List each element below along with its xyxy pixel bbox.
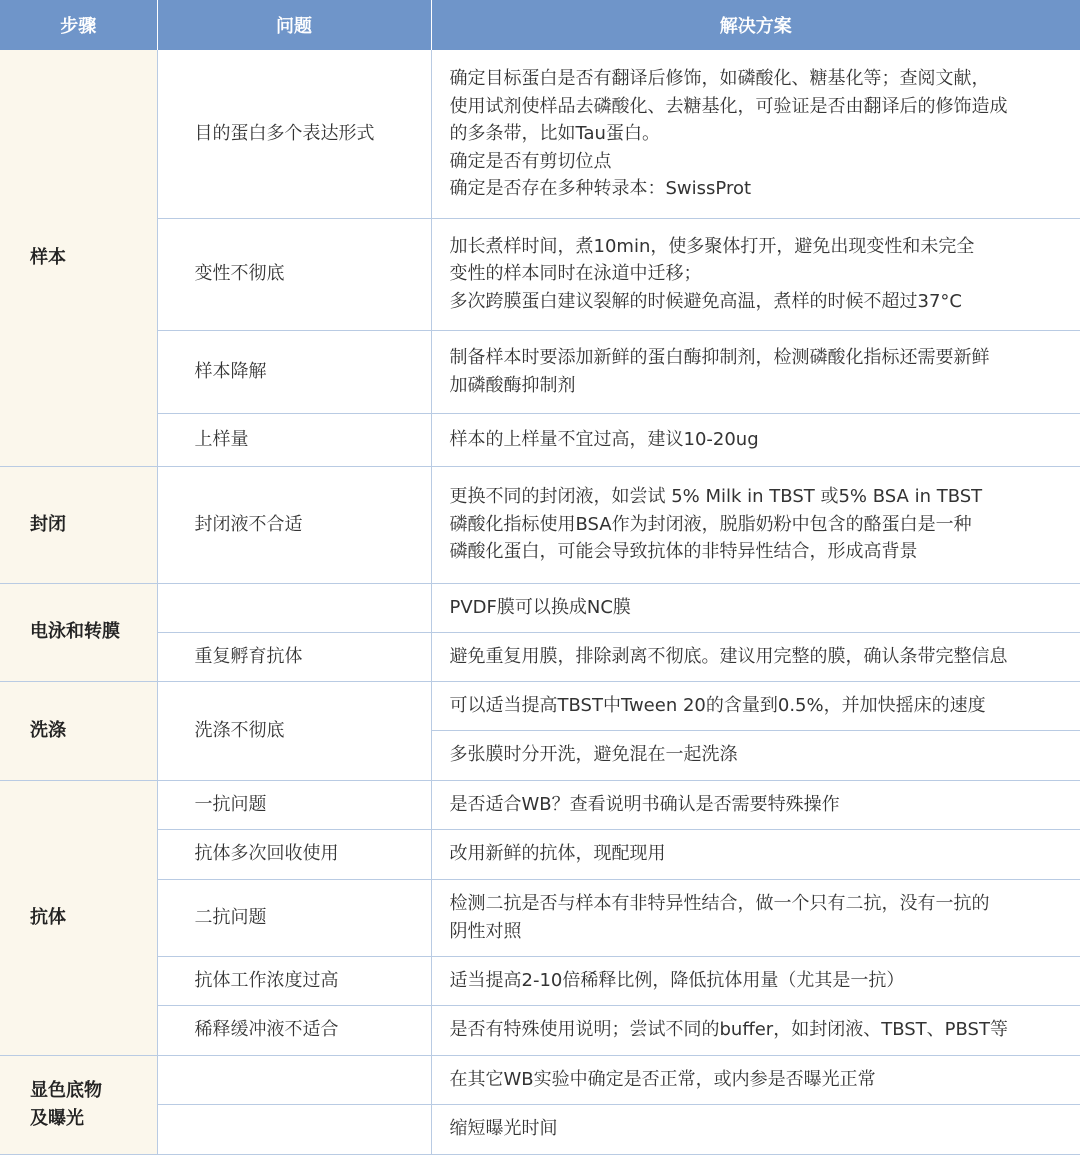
solution-cell <box>431 218 1080 330</box>
solution-line: 检测二抗是否与样本有非特异性结合，做一个只有二抗，没有一抗的 <box>449 893 990 914</box>
solution-cell <box>431 879 1080 956</box>
step-cell: 电泳和转膜 <box>0 583 157 681</box>
table-row <box>0 879 1080 956</box>
table-row <box>0 1055 1080 1104</box>
step-cell: 洗涤 <box>0 681 157 780</box>
issue-cell: 抗体工作浓度过高 <box>157 956 431 1005</box>
solution-cell <box>431 466 1080 583</box>
table-row <box>0 829 1080 879</box>
header-issue: 问题 <box>157 0 431 50</box>
solution-line: 多次跨膜蛋白建议裂解的时候避免高温，煮样的时候不超过37°C <box>449 290 962 312</box>
step-line: 及曝光 <box>30 1107 84 1129</box>
solution-cell <box>431 780 1080 829</box>
step-cell: 抗体 <box>0 780 157 1055</box>
solution-line: 确定是否存在多种转录本：SwissProt <box>449 178 752 199</box>
step-cell: 样本 <box>0 50 157 466</box>
solution-cell <box>431 681 1080 730</box>
table-row <box>0 1005 1080 1055</box>
step-line: 显色底物 <box>30 1080 102 1101</box>
solution-line: 适当提高2-10倍稀释比例，降低抗体用量（尤其是一抗） <box>449 969 905 991</box>
table-body <box>0 50 1080 1154</box>
solution-cell <box>431 583 1080 632</box>
solution-cell <box>431 1104 1080 1154</box>
header-solution: 解决方案 <box>431 0 1080 50</box>
table-row <box>0 218 1080 330</box>
solution-cell <box>431 1055 1080 1104</box>
table-row <box>0 632 1080 681</box>
issue-cell: 上样量 <box>157 413 431 466</box>
solution-line: 是否适合WB？查看说明书确认是否需要特殊操作 <box>449 793 840 815</box>
issue-cell: 洗涤不彻底 <box>157 681 431 780</box>
step-cell: 封闭 <box>0 466 157 583</box>
issue-cell <box>157 583 431 632</box>
issue-cell <box>157 1055 431 1104</box>
solution-line: 可以适当提高TBST中Tween 20的含量到0.5%，并加快摇床的速度 <box>449 694 986 716</box>
issue-cell: 重复孵育抗体 <box>157 632 431 681</box>
solution-cell <box>431 50 1080 218</box>
table-row <box>0 681 1080 730</box>
solution-cell <box>431 829 1080 879</box>
step-cell <box>0 1055 157 1154</box>
issue-cell: 变性不彻底 <box>157 218 431 330</box>
solution-line: 缩短曝光时间 <box>449 1118 558 1140</box>
issue-cell: 一抗问题 <box>157 780 431 829</box>
header-step: 步骤 <box>0 0 157 50</box>
solution-line: 多张膜时分开洗，避免混在一起洗涤 <box>449 744 738 766</box>
solution-line: 加磷酸酶抑制剂 <box>449 374 576 396</box>
solution-cell <box>431 413 1080 466</box>
solution-cell <box>431 1005 1080 1055</box>
solution-cell <box>431 730 1080 780</box>
solution-line: 是否有特殊使用说明；尝试不同的buffer，如封闭液、TBST、PBST等 <box>449 1019 1008 1041</box>
solution-line: 在其它WB实验中确定是否正常，或内参是否曝光正常 <box>449 1068 876 1090</box>
table-row <box>0 466 1080 583</box>
table-header <box>0 0 1080 50</box>
table-row <box>0 330 1080 413</box>
solution-cell <box>431 632 1080 681</box>
solution-line: 阴性对照 <box>449 920 522 942</box>
table-row <box>0 1104 1080 1154</box>
issue-cell: 抗体多次回收使用 <box>157 829 431 879</box>
solution-line: 确定是否有剪切位点 <box>449 150 612 172</box>
table-row <box>0 583 1080 632</box>
solution-line: 磷酸化蛋白，可能会导致抗体的非特异性结合，形成高背景 <box>449 541 918 563</box>
solution-cell <box>431 956 1080 1005</box>
solution-line: 制备样本时要添加新鲜的蛋白酶抑制剂，检测磷酸化指标还需要新鲜 <box>449 347 990 368</box>
solution-line: PVDF膜可以换成NC膜 <box>449 596 631 618</box>
solution-line: 变性的样本同时在泳道中迁移； <box>449 263 702 285</box>
solution-line: 加长煮样时间，煮10min，使多聚体打开，避免出现变性和未完全 <box>449 235 975 257</box>
issue-cell: 目的蛋白多个表达形式 <box>157 50 431 218</box>
issue-cell: 二抗问题 <box>157 879 431 956</box>
solution-line: 的多条带，比如Tau蛋白。 <box>449 123 660 144</box>
issue-cell: 稀释缓冲液不适合 <box>157 1005 431 1055</box>
table-row <box>0 956 1080 1005</box>
solution-line: 确定目标蛋白是否有翻译后修饰，如磷酸化、糖基化等；查阅文献， <box>449 68 990 89</box>
solution-line: 改用新鲜的抗体，现配现用 <box>449 843 666 865</box>
table-row <box>0 413 1080 466</box>
issue-cell <box>157 1104 431 1154</box>
issue-cell: 样本降解 <box>157 330 431 413</box>
solution-line: 更换不同的封闭液，如尝试 5% Milk in TBST 或5% BSA in TBST <box>449 486 983 508</box>
table-row <box>0 780 1080 829</box>
solution-line: 使用试剂使样品去磷酸化、去糖基化，可验证是否由翻译后的修饰造成 <box>449 95 1008 117</box>
solution-cell <box>431 330 1080 413</box>
solution-line: 磷酸化指标使用BSA作为封闭液，脱脂奶粉中包含的酪蛋白是一种 <box>449 513 972 535</box>
solution-line: 避免重复用膜，排除剥离不彻底。建议用完整的膜，确认条带完整信息 <box>449 645 1008 667</box>
table-row <box>0 50 1080 218</box>
issue-cell: 封闭液不合适 <box>157 466 431 583</box>
solution-line: 样本的上样量不宜过高，建议10-20ug <box>449 428 759 450</box>
